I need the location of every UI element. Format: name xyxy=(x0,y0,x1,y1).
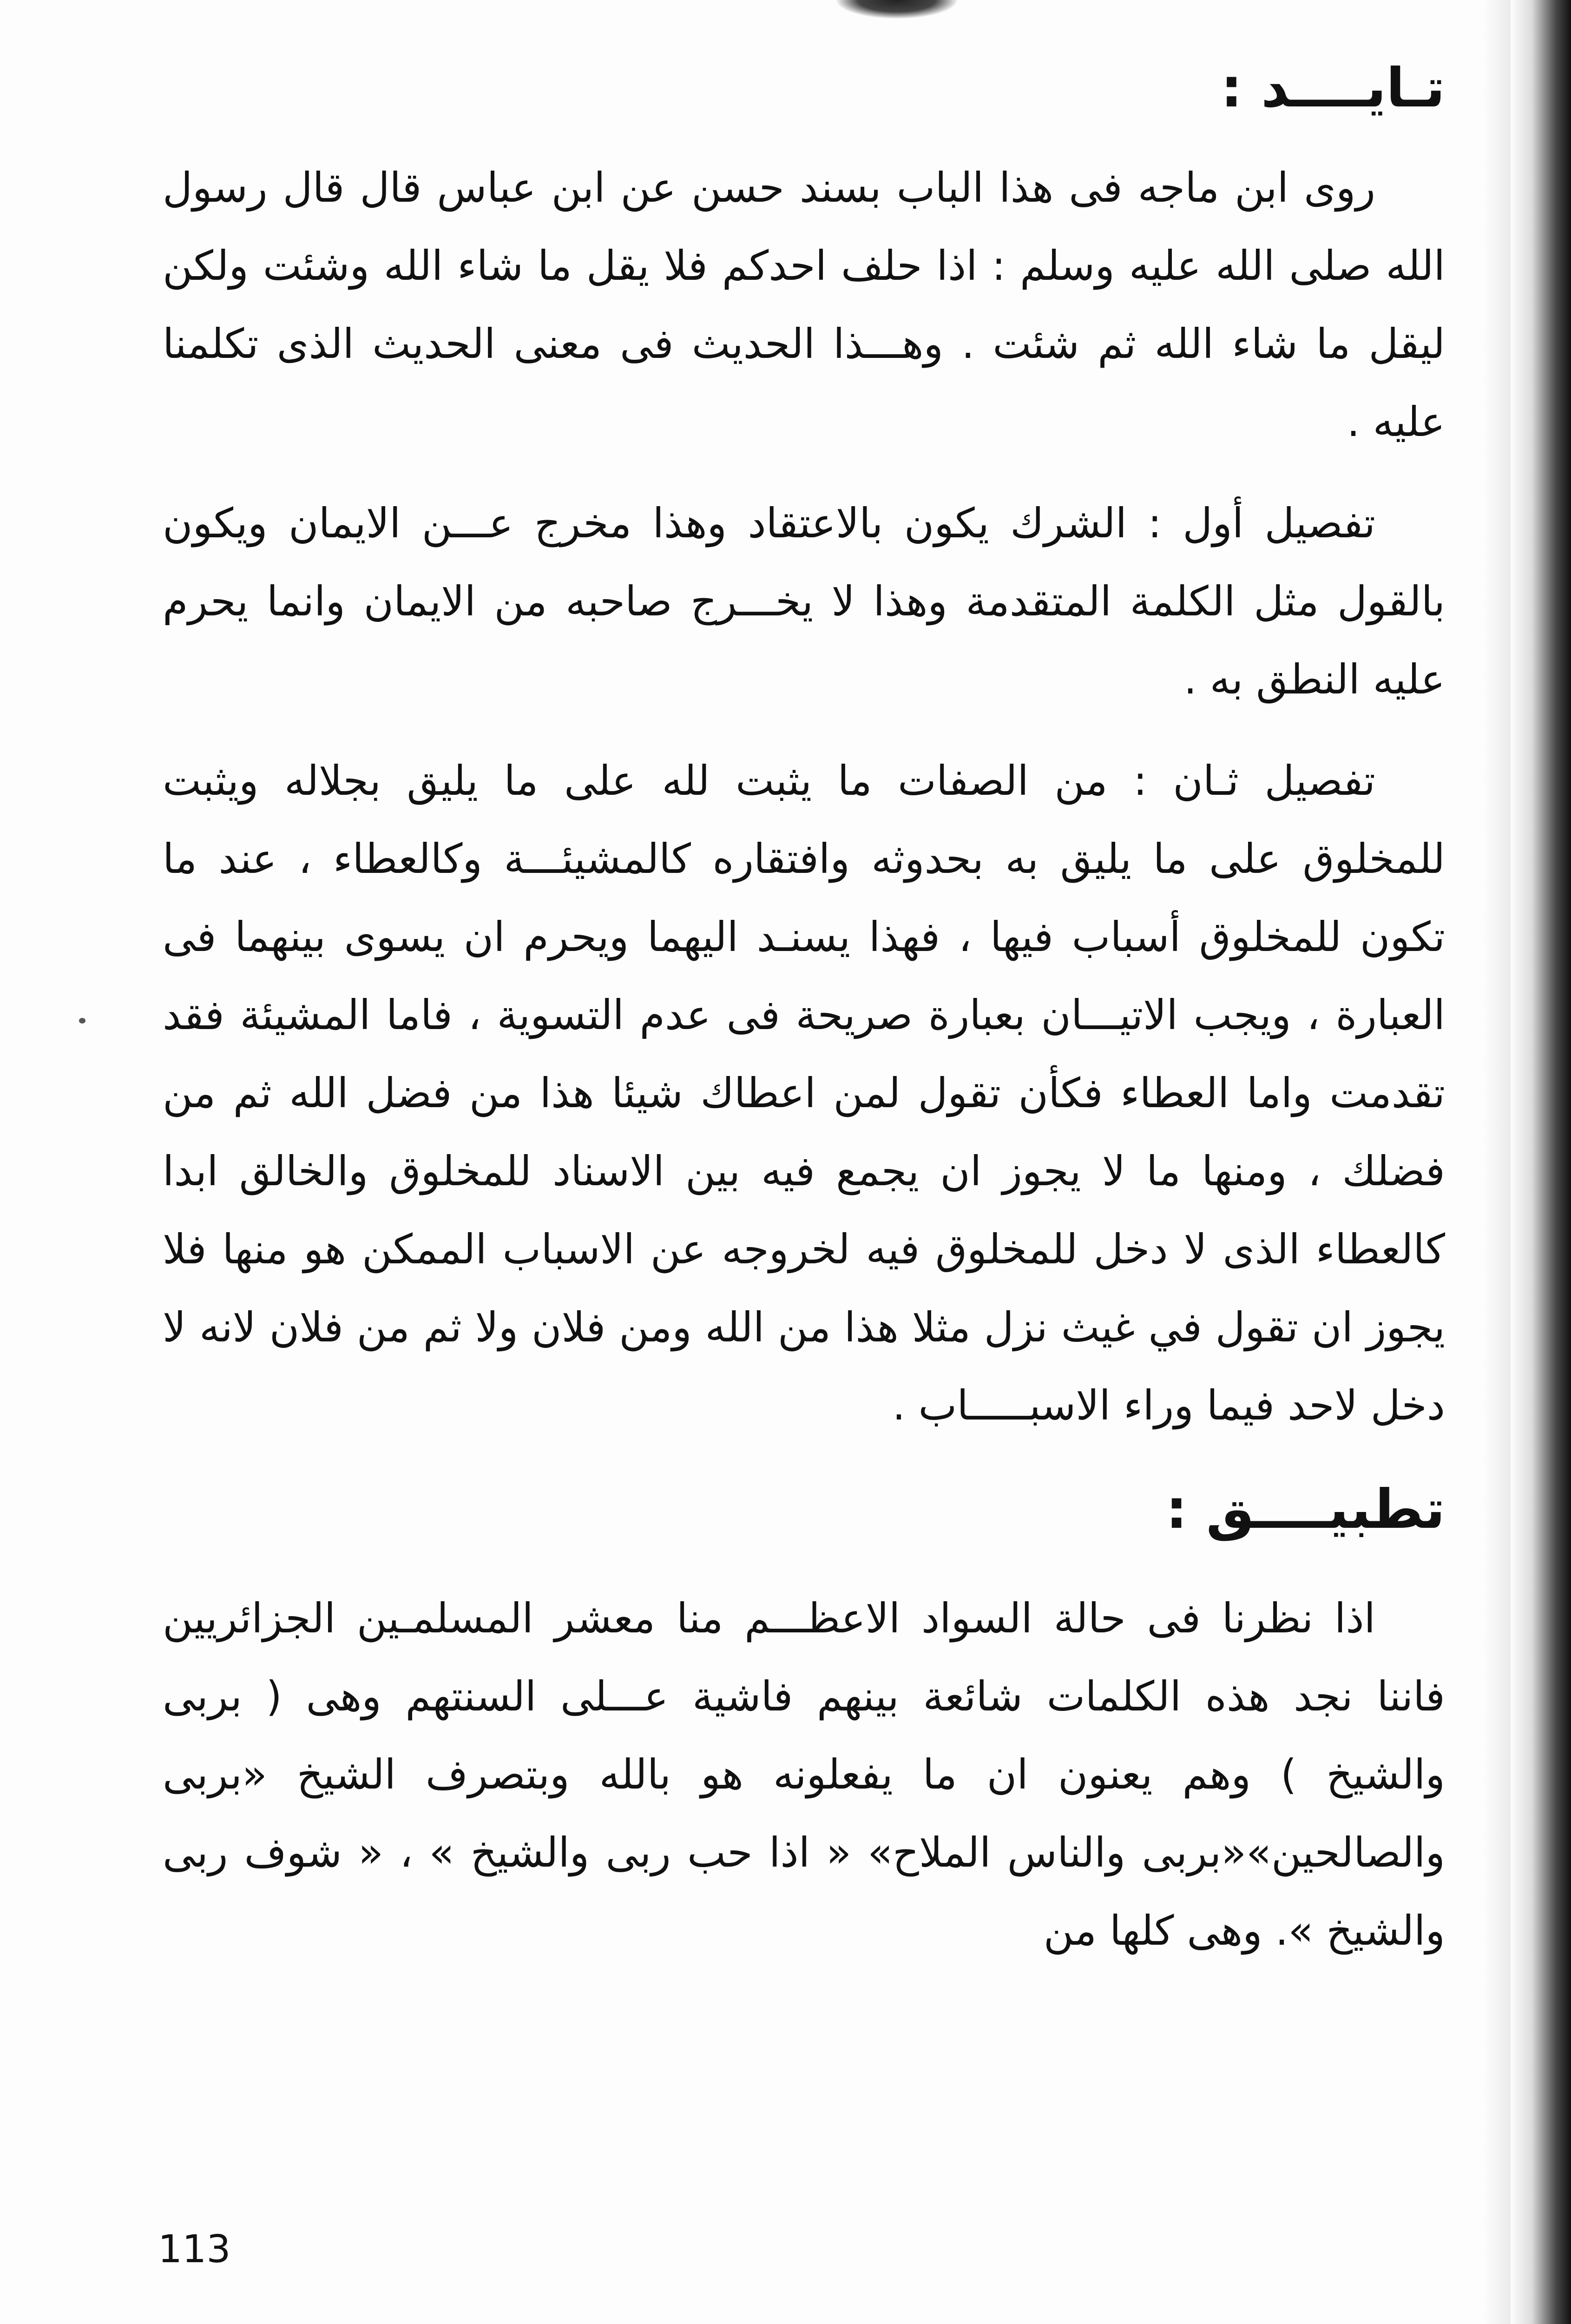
paragraph-detail-second: تفصيل ثـان : من الصفات ما يثبت لله على ما يليق بجلاله ويثبت للمخلوق على ما يليق به بحدوثه وافتقاره كالمشيئـــة وكالعطاء ، عند ما تكون للمخلوق أسباب فيها ، فهذا يسنـد اليهما ويحرم ان يسوى بينهما فى العبارة ، ويجب الاتيـــان بعبارة صريحة فى عدم التسوية ، فاما المشيئة فقد تقدمت واما العطاء فكأن تقول لمن اعطاك شيئا هذا من فضل الله ثم من فضلك ، ومنها ما لا يجوز ان يجمع فيه بين الاسناد للمخلوق والخالق ابدا كالعطاء الذى لا دخل للمخلوق فيه لخروجه عن الاسباب الممكن هو منها فلا يجوز ان تقول في غيث نزل مثلا هذا من الله ومن فلان ولا ثم من فلان لانه لا دخل لاحد فيما وراء الاسبـــــاب . xyxy=(163,757,1445,1429)
page-number: 113 xyxy=(158,2227,231,2271)
page-edge-gradient xyxy=(1483,0,1511,2324)
scan-speck xyxy=(79,1018,85,1023)
section-heading-application: تطبيــــق : xyxy=(1165,1478,1445,1541)
paragraph-application: اذا نظرنا فى حالة السواد الاعظـــم منا معشر المسلمـين الجزائريين فاننا نجد هذه الكلمات شائعة بينهم فاشية عـــلى السنتهم وهى ( بربى والشيخ ) وهم يعنون ان ما يفعلونه هو بالله وبتصرف الشيخ «بربى والصالحين»«بربى والناس الملاح» « اذا حب ربى والشيخ » ، « شوف ربى والشيخ ». وهى كلها من xyxy=(163,1594,1445,1954)
paragraph-hadith: روى ابن ماجه فى هذا الباب بسند حسن عن ابن عباس قال قال رسول الله صلى الله عليه وسلم : اذا حلف احدكم فلا يقل ما شاء الله وشئت ولكن ليقل ما شاء الله ثم شئت . وهـــذا الحديث فى معنى الحديث الذى تكلمنا عليه . xyxy=(163,164,1445,446)
paragraph-detail-first: تفصيل أول : الشرك يكون بالاعتقاد وهذا مخرج عـــن الايمان ويكون بالقول مثل الكلمة المتقدمة وهذا لا يخـــرج صاحبه من الايمان وانما يحرم عليه النطق به . xyxy=(163,499,1445,703)
page-body xyxy=(163,51,1445,1993)
scan-smudge xyxy=(836,0,957,19)
section-heading-confirmation: تـايــــد : xyxy=(1221,57,1445,119)
page-edge-shadow xyxy=(1511,0,1571,2324)
